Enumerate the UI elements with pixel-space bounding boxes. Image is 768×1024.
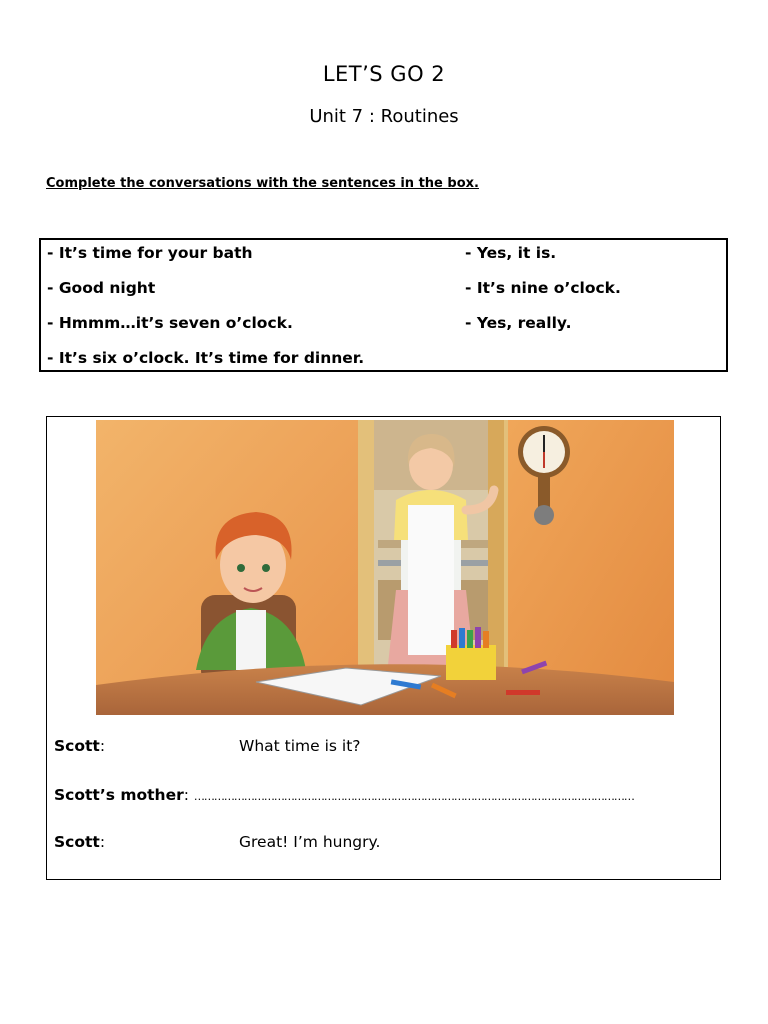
speaker-name: Scott <box>54 833 100 851</box>
speaker-separator: : <box>99 737 106 755</box>
crayon-box <box>446 627 496 680</box>
sentence-option: - Yes, really. <box>465 314 572 332</box>
answer-blank[interactable]: …………………………………………………………………………………………………………………… <box>193 790 634 803</box>
dialogue-line <box>54 833 105 851</box>
speaker-separator: : <box>99 833 106 851</box>
dialogue-line <box>54 786 634 804</box>
dialogue-line <box>54 737 105 755</box>
sentence-option: - It’s nine o’clock. <box>465 279 621 297</box>
sentence-option: - It’s six o’clock. It’s time for dinner. <box>47 349 365 367</box>
sentence-box <box>39 238 728 372</box>
scene-illustration <box>96 420 674 715</box>
sentence-option: - Hmmm…it’s seven o’clock. <box>47 314 293 332</box>
speaker-separator: : <box>183 786 189 804</box>
instruction-text: Complete the conversations with the sentences in the box. <box>46 176 479 191</box>
conversation-box <box>46 416 721 880</box>
dialogue-text: Great! I’m hungry. <box>239 833 381 851</box>
sentence-option: - It’s time for your bath <box>47 244 253 262</box>
sentence-option: - Good night <box>47 279 156 297</box>
page-title: LET’S GO 2 <box>322 62 446 86</box>
sentence-option: - Yes, it is. <box>465 244 557 262</box>
page-subtitle: Unit 7 : Routines <box>309 106 459 127</box>
speaker-name: Scott’s mother <box>54 786 184 804</box>
dialogue-text: What time is it? <box>239 737 361 755</box>
speaker-name: Scott <box>54 737 100 755</box>
